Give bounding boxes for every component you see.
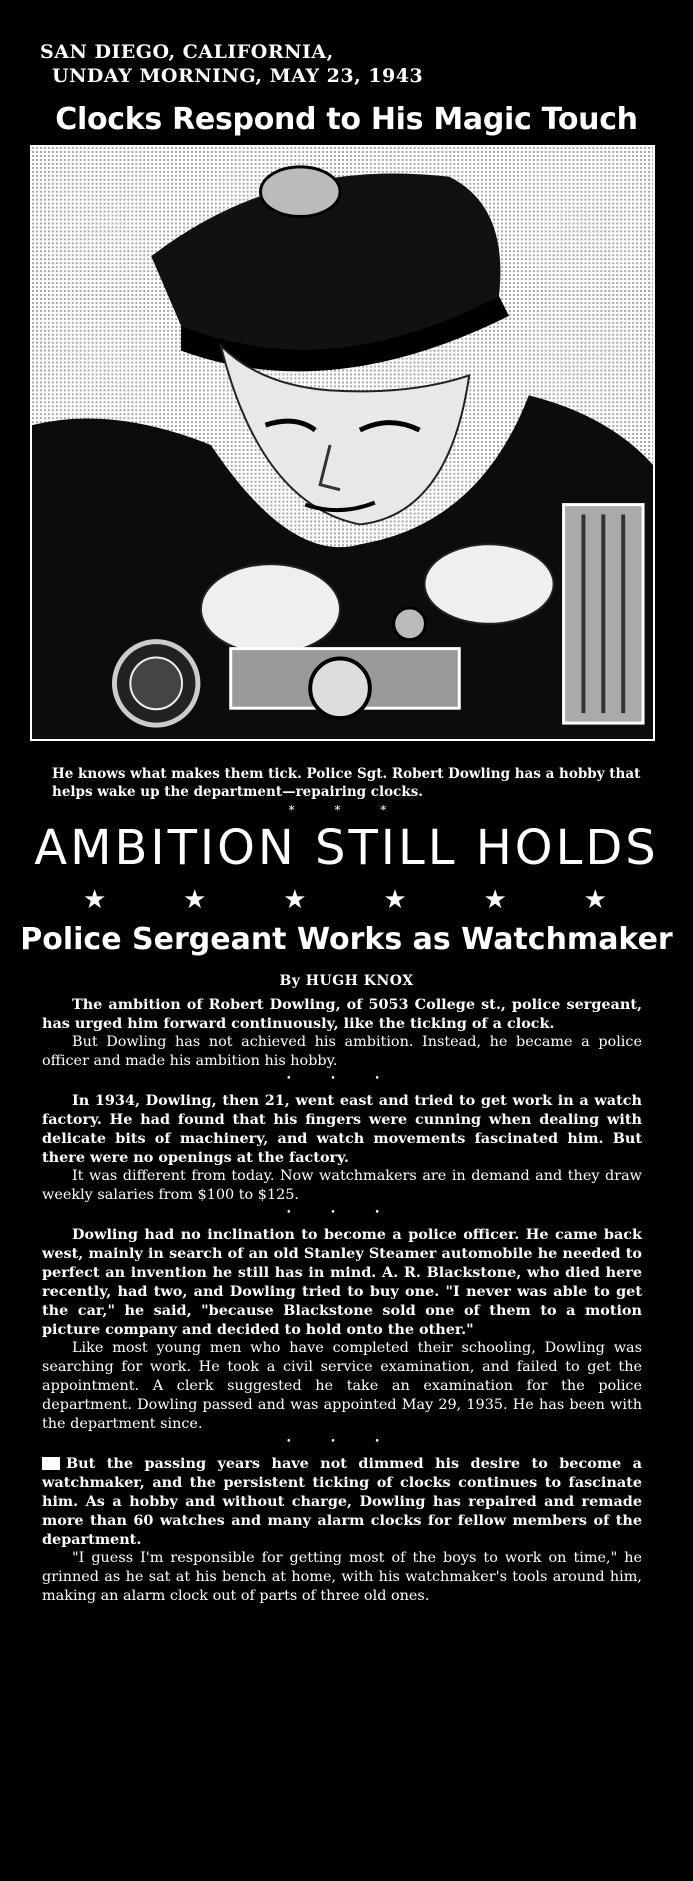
article-paragraph-with-marker [42, 1454, 642, 1549]
star-icon: ★ [283, 885, 307, 915]
article-paragraph: But Dowling has not achieved his ambition. Instead, he became a police officer and made his ambition his hobby. [42, 1034, 642, 1069]
dateline-city: SAN DIEGO, CALIFORNIA, [40, 41, 334, 63]
article-paragraph-text: But the passing years have not dimmed his desire to become a watchmaker, and the persistent ticking of clocks continues to fascinate him. As a hobby and without charge, Dowling has repaired and remade more than 60 watches and many alarm clocks for fellow members of the department. [42, 1455, 642, 1548]
separator-stars: * * * [288, 803, 405, 817]
subhead: Police Sergeant Works as Watchmaker [20, 922, 673, 957]
star-icon: ★ [83, 885, 107, 915]
main-headline: AMBITION STILL HOLDS [34, 820, 659, 876]
star-icon: ★ [183, 885, 207, 915]
photo-illustration [32, 147, 653, 739]
news-photo [30, 145, 655, 741]
star-icon: ★ [583, 885, 607, 915]
star-row [55, 885, 635, 915]
section-divider: • • • [286, 1208, 398, 1218]
section-divider: • • • [286, 1074, 398, 1084]
article-paragraph: "I guess I'm responsible for getting most of the boys to work on time," he grinned as he sat at his bench at home, with his watchmaker's tools around him, making an alarm clock out of parts of three old ones. [42, 1550, 642, 1604]
section-divider: • • • [286, 1437, 398, 1447]
article-paragraph: Dowling had no inclination to become a police officer. He came back west, mainly in search of an old Stanley Steamer automobile he needed to perfect an invention he still has in mind. A. R. Blackstone, who died here recently, had two, and Dowling tried to buy one. "I never was able to get the car," he said, "because Blackstone sold one of them to a motion picture company and decided to hold onto the other." [42, 1226, 642, 1338]
dateline-date: UNDAY MORNING, MAY 23, 1943 [52, 65, 424, 87]
article-section-1 [42, 995, 642, 1071]
article-section-3 [42, 1225, 642, 1434]
star-icon: ★ [383, 885, 407, 915]
star-icon: ★ [483, 885, 507, 915]
article-paragraph: Like most young men who have completed their schooling, Dowling was searching for work. He took a civil service examination, and failed to get the appointment. A clerk suggested he take an examination for the police department. Dowling passed and was appointed May 29, 1935. He has been with the department since. [42, 1340, 642, 1432]
photo-headline: Clocks Respond to His Magic Touch [55, 102, 638, 137]
article-paragraph: The ambition of Robert Dowling, of 5053 College st., police sergeant, has urged him forward continuously, like the ticking of a clock. [42, 996, 642, 1032]
article-section-4 [42, 1454, 642, 1606]
photo-caption: He knows what makes them tick. Police Sgt. Robert Dowling has a hobby that helps wake up the department—repairing clocks. [52, 766, 641, 800]
article-section-2 [42, 1091, 642, 1205]
dateline [40, 40, 423, 88]
byline: By HUGH KNOX [279, 973, 414, 989]
paragraph-marker-icon [42, 1457, 60, 1470]
article-paragraph: In 1934, Dowling, then 21, went east and tried to get work in a watch factory. He had found that his fingers were cunning when dealing with delicate bits of machinery, and watch movements fascinated him. But there were no openings at the factory. [42, 1092, 642, 1166]
article-body [42, 995, 642, 1606]
article-paragraph: It was different from today. Now watchmakers are in demand and they draw weekly salaries from $100 to $125. [42, 1168, 642, 1203]
